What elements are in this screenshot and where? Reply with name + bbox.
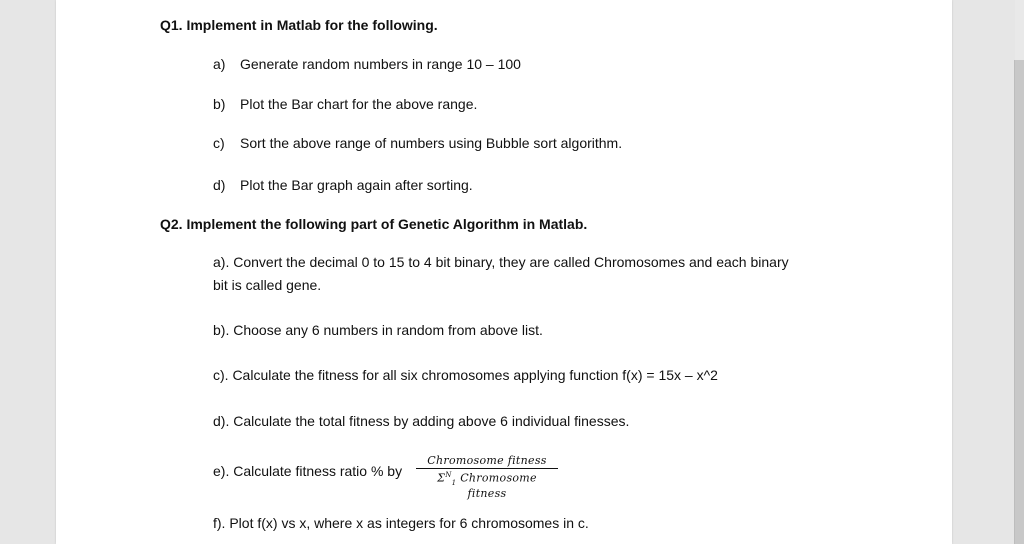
- q2-item-e: e). Calculate fitness ratio % by: [213, 463, 403, 479]
- formula-denominator: [416, 469, 558, 500]
- q2-item-d: d). Calculate the total fitness by adding above 6 individual finesses.: [213, 413, 630, 429]
- document-page: [56, 0, 952, 544]
- q2-item-a-line1: a). Convert the decimal 0 to 15 to 4 bit binary, they are called Chromosomes and each binary: [213, 254, 789, 270]
- q1-item-a-text: Generate random numbers in range 10 – 100: [240, 56, 521, 72]
- q1-item-c-text: Sort the above range of numbers using Bubble sort algorithm.: [240, 135, 623, 151]
- q1-title: Q1. Implement in Matlab for the following.: [160, 17, 438, 33]
- q1-item-d-label: d): [213, 177, 226, 193]
- scrollbar-thumb[interactable]: [1014, 60, 1024, 544]
- formula-numerator: Chromosome fitness: [416, 454, 558, 469]
- q2-title: Q2. Implement the following part of Genetic Algorithm in Matlab.: [160, 216, 588, 232]
- q1-item-d-text: Plot the Bar graph again after sorting.: [240, 177, 473, 193]
- formula-upper-limit: N: [445, 471, 452, 479]
- formula-sigma: Σ: [437, 471, 446, 485]
- q1-item-b-label: b): [213, 96, 226, 112]
- formula-denominator-text: Chromosome fitness: [460, 471, 537, 500]
- q2-item-c: c). Calculate the fitness for all six chromosomes applying function f(x) = 15x – x^2: [213, 367, 718, 383]
- q2-item-a-line2: bit is called gene.: [213, 277, 322, 293]
- q1-item-c-label: c): [213, 135, 225, 151]
- q2-item-f: f). Plot f(x) vs x, where x as integers for 6 chromosomes in c.: [213, 515, 589, 531]
- q1-item-b-text: Plot the Bar chart for the above range.: [240, 96, 478, 112]
- q2-item-b: b). Choose any 6 numbers in random from above list.: [213, 322, 543, 338]
- q1-item-a-label: a): [213, 56, 226, 72]
- formula-lower-limit: 1: [451, 478, 457, 487]
- fitness-ratio-formula: [416, 454, 558, 500]
